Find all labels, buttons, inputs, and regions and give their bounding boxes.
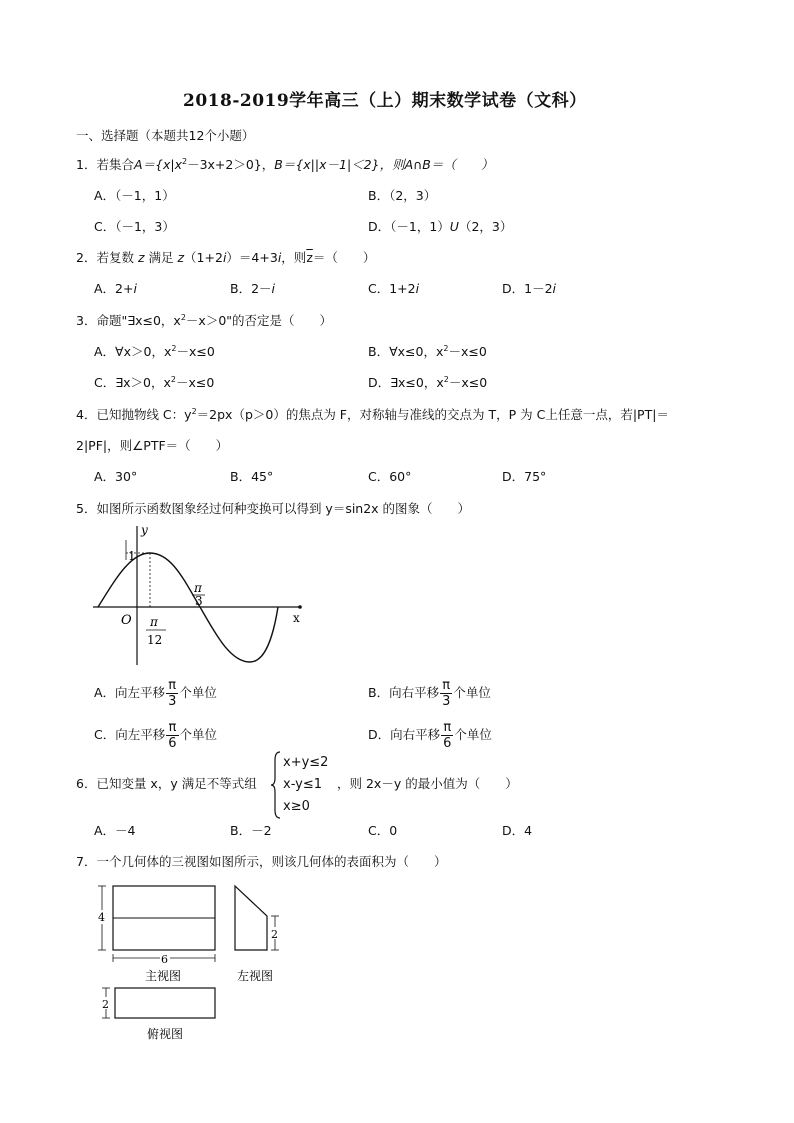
q4-option-d: D．75° (502, 469, 547, 484)
system-line-2: x-y≤1 (283, 777, 323, 792)
q4-option-b: B．45° (230, 469, 274, 484)
max-label: 1 (128, 549, 136, 563)
q6-option-a: A．－4 (94, 823, 136, 838)
y-axis-label: y (141, 523, 148, 537)
system-line-3: x≥0 (283, 799, 310, 814)
q6-option-c: C．0 (368, 823, 398, 838)
three-view-figure (85, 878, 305, 1048)
q5-option-c: C．向左平移 $\frac{\pi}{6}$ 个单位 (94, 720, 218, 751)
system-brace (270, 750, 282, 820)
q1-option-c: C．（－1，3） (94, 219, 175, 234)
q3-option-c: C．∃x＞0，$x^2-x\le 0$ (94, 375, 215, 390)
q6-option-b: B．－2 (230, 823, 272, 838)
q5-option-b: B．向右平移 $\frac{\pi}{3}$ 个单位 (368, 678, 491, 709)
q6-option-d: D．4 (502, 823, 533, 838)
front-view-caption: 主视图 (145, 969, 182, 983)
q1-option-b: B．（2，3） (368, 188, 437, 203)
pi-third-denominator: 3 (195, 594, 203, 608)
top-view-rect (115, 988, 215, 1018)
sine-graph-figure (90, 520, 310, 680)
question-4-stem-line2: 2|PF|，则∠PTF＝（ ） (76, 438, 229, 453)
pi-twelfth-denominator: 12 (147, 633, 163, 647)
x-axis-label: x (293, 611, 300, 625)
pi-third-numerator: π (194, 581, 202, 595)
top-view-caption: 俯视图 (147, 1027, 184, 1041)
section-header: 一、选择题（本题共12个小题） (76, 128, 255, 143)
side-height-label: 2 (271, 928, 278, 941)
q5-option-a: A．向左平移 $\frac{\pi}{3}$ 个单位 (94, 678, 217, 709)
q4-option-c: C．60° (368, 469, 412, 484)
question-6-stem-post: ，则 2x－y 的最小值为（ ） (337, 776, 518, 791)
q2-option-a: A．2+i (94, 281, 137, 296)
q1-option-a: A．（－1，1） (94, 188, 175, 203)
question-3-stem: 3．命题"∃x≤0，$x^2-x>0$"的否定是（ ） (76, 313, 333, 328)
q1-option-d: D．（－1，1）U（2，3） (368, 219, 513, 234)
system-line-1: x+y≤2 (283, 755, 329, 770)
page-title: 2018-2019学年高三（上）期末数学试卷（文科） (183, 91, 587, 111)
question-4-stem-line1: 4．已知抛物线 C：$y^2=2px(p>0)$的焦点为 F，对称轴与准线的交点为 T，P 为 C上任意一点，若|PT|＝ (76, 407, 669, 422)
question-7-stem: 7．一个几何体的三视图如图所示，则该几何体的表面积为（ ） (76, 854, 447, 869)
q3-option-b: B．∀x≤0，$x^2-x\le 0$ (368, 344, 487, 359)
x-axis-end-dot (298, 605, 302, 609)
top-depth-label: 2 (102, 998, 109, 1011)
q5-option-d: D．向右平移 $\frac{\pi}{6}$ 个单位 (368, 720, 492, 751)
side-view-caption: 左视图 (237, 969, 274, 983)
question-1-stem: 1．若集合$A=\{x|x^2-3x+2>0\}$，B＝{x||x－1|＜2}，则A∩B＝（ ） (76, 157, 494, 172)
side-view-shape (235, 886, 267, 950)
pi-twelfth-numerator: π (150, 615, 158, 629)
front-height-label: 4 (98, 911, 105, 924)
front-width-label: 6 (161, 953, 168, 966)
origin-label: O (121, 613, 132, 628)
q4-option-a: A．30° (94, 469, 138, 484)
q3-option-a: A．∀x＞0，$x^2-x\le 0$ (94, 344, 215, 359)
q2-option-b: B．2－i (230, 281, 276, 296)
q2-option-c: C．1+2i (368, 281, 420, 296)
question-5-stem: 5．如图所示函数图象经过何种变换可以得到 y＝sin2x 的图象（ ） (76, 501, 471, 516)
question-6-stem-pre: 6．已知变量 x，y 满足不等式组 (76, 776, 257, 791)
q2-option-d: D．1－2i (502, 281, 557, 296)
q3-option-d: D．∃x≤0，$x^2-x\le 0$ (368, 375, 488, 390)
question-2-stem: 2．若复数 z 满足 z（1+2i）＝4+3i，则$\overline{z}=$（ ） (76, 250, 376, 265)
